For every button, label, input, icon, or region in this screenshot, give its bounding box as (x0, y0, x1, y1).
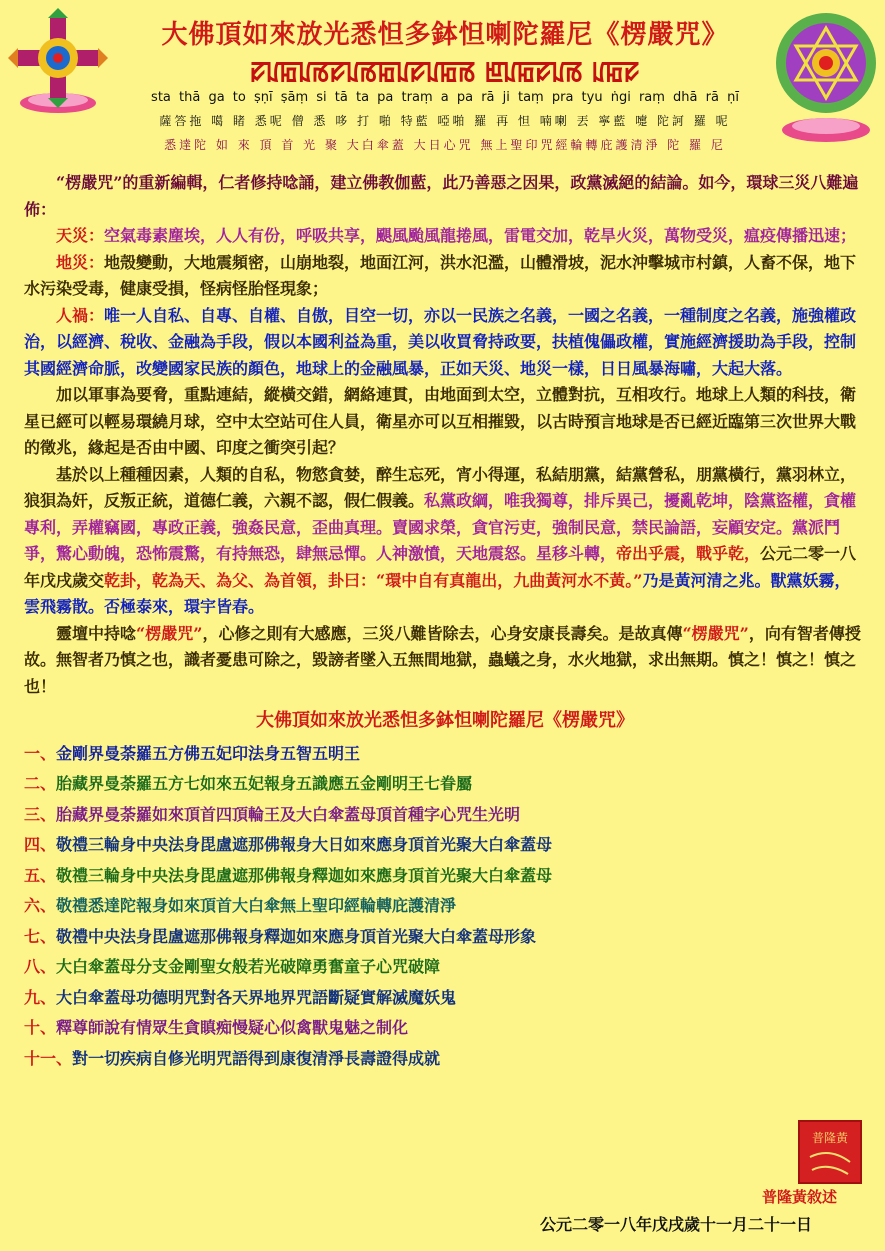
factors-text-d: 公元二零一八年戊戌歲交 (24, 544, 857, 590)
renhuo-label: 人禍： (56, 305, 105, 325)
transliteration-line: sta thā ga to ṣṇī ṣāṃ si tā ta pa traṃ a pa rā ji taṃ pra tyu ṅgi raṃ dhā rā ṇī (151, 90, 739, 105)
siddham-script-line: ꡛꡊꡂꡊꡏꡛꡊꡏꡂꡊꡛꡊꡂꡏ ꡁꡊꡂꡛꡊꡏ ꡊꡂꡛ (250, 57, 640, 87)
meaning-hanzi-line: 悉達陀 如 來 頂 首 光 聚 大白傘蓋 大日心咒 無上聖印咒經輪轉庇護清淨 陀 羅 尼 (164, 138, 726, 152)
renhuo-paragraph (24, 303, 866, 383)
chant-text-b: “楞嚴咒” (136, 623, 203, 643)
list-item: 七、敬禮中央法身毘盧遮那佛報身釋迦如來應身頂首光聚大白傘蓋母形象 (24, 926, 537, 946)
mandala-icon (772, 8, 880, 148)
chant-paragraph (24, 621, 866, 701)
tianzai-text: 空氣毒素塵埃，人人有份，呼吸共享，颶風颱風龍捲風，雷電交加，乾旱火災，萬物受災，瘟疫傳播迅速； (104, 226, 857, 245)
list-item: 三、胎藏界曼荼羅如來頂首四頂輪王及大白傘蓋母頂首種字心咒生光明 (24, 804, 521, 824)
factors-text-g: 乃是黃河清之兆。獸黨妖霧，雲飛霧散。否極泰來，環宇皆春。 (24, 570, 851, 616)
dizai-label: 地災： (56, 252, 105, 272)
renhuo-text: 唯一人自私、自專、自權、自傲，目空一切，亦以一民族之名義，一國之名義，一種制度之名義，施強權政治，以經濟、稅收、金融為手段，假以本國利益為重，美以收買脅持政要，扶植傀儡政權，實施經濟援助為手段，控制其國經濟命脈，改變國家民族的顏色，地球上的金融風暴，正如天災、地災一樣，日日風暴海嘯，大起大落。 (24, 305, 857, 378)
intro-text: “楞嚴咒”的重新編輯，仁者修持唸誦，建立佛教伽藍，此乃善惡之因果，政黨滅絕的結論。如今，環球三災八難遍佈： (24, 173, 859, 219)
military-paragraph: 加以軍事為要脅，重點連結，縱橫交錯，網絡連貫，由地面到太空，立體對抗，互相攻行。地球上人類的科技，衛星已經可以輕易環繞月球，空中太空站可住人員，衛星亦可以互相摧毀，以古時預言地球是否已經近臨第三次世界大戰的徵兆，緣起是否由中國、印度之衝突引起？ (24, 385, 857, 457)
tianzai-paragraph (24, 223, 866, 250)
red-seal-icon (798, 1120, 862, 1184)
phonetic-hanzi-line: 薩答拖 噶 睹 悉呢 僧 悉 哆 打 啪 特藍 啞啪 羅 再 怛 喃喇 丟 寧藍 嚏 陀訶 羅 呢 (159, 114, 731, 128)
chant-text-d: “楞嚴咒” (682, 623, 749, 643)
page-title: 大佛頂如來放光悉怛多鉢怛喇陀羅尼《楞嚴咒》 (161, 20, 729, 50)
author-signature: 普隆黃敘述 (762, 1188, 838, 1206)
vajra-logo-icon (8, 8, 108, 118)
chant-text-a: 靈壇中持唸 (56, 623, 137, 643)
list-item: 四、敬禮三輪身中央法身毘盧遮那佛報身大日如來應身頂首光聚大白傘蓋母 (24, 835, 553, 854)
svg-text:普隆黃: 普隆黃 (811, 1131, 849, 1145)
list-item: 一、金剛界曼荼羅五方佛五妃印法身五智五明王 (24, 743, 361, 763)
factors-text-b: 私黨政綱，唯我獨尊，排斥異己，擾亂乾坤，陰黨盜權，貪權專利，弄權竊國，專政正義，強姦民意，歪曲真理。賣國求榮，貪官污吏，強制民意，禁民論語，妄顧安定。黨派鬥爭，驚心動魄，恐怖震驚，有持無恐，肆無忌憚。人神激憤，天地震怒。星移斗轉， (24, 491, 857, 563)
dizai-paragraph (24, 250, 866, 303)
list-item: 十、釋尊師說有情眾生貪瞋痴慢疑心似禽獸鬼魅之制化 (24, 1018, 409, 1037)
list-item: 二、胎藏界曼荼羅五方七如來五妃報身五識應五金剛明王七眷屬 (24, 774, 473, 793)
prophecy-quote: “環中自有真龍出，九曲黃河水不黃。” (376, 570, 643, 590)
factors-text-e: 乾卦，乾為天、為父、為首領，卦曰： (104, 570, 377, 590)
tianzai-label: 天災： (56, 226, 105, 245)
chant-text-c: ，心修之則有大感應，三災八難皆除去，心身安康長壽矣。是故真傳 (202, 623, 683, 643)
intro-paragraph (24, 170, 866, 223)
list-item: 五、敬禮三輪身中央法身毘盧遮那佛報身釋迦如來應身頂首光聚大白傘蓋母 (24, 865, 553, 885)
dizai-text: 地殼變動，大地震頻密，山崩地裂，地面江河，洪水氾濫，山體滑坡，泥水沖擊城市村鎮，人畜不保，地下水污染受毒，健康受損，怪病怪胎怪現象； (24, 252, 857, 298)
factors-text-a: 基於以上種種因素，人類的自私，物慾貪婪，醉生忘死，宵小得運，私結朋黨，結黨營私，朋黨橫行，黨羽林立，狼狽為奸，反叛正統，道德仁義，六親不認，假仁假義。 (24, 464, 857, 510)
list-item: 六、敬禮悉達陀報身如來頂首大白傘無上聖印經輪轉庇護清淨 (24, 896, 457, 915)
section-title: 大佛頂如來放光悉怛多鉢怛喇陀羅尼《楞嚴咒》 (256, 710, 634, 731)
main-text (24, 170, 866, 1074)
list-item: 九、大白傘蓋母功德明咒對各天界地界咒語斷疑實解滅魔妖鬼 (24, 987, 457, 1007)
date-line: 公元二零一八年戊戌歲十一月二十一日 (540, 1215, 813, 1234)
list-item: 十一、對一切疾病自修光明咒語得到康復清淨長壽證得成就 (24, 1048, 441, 1068)
factors-text-c: 帝出乎震，戰乎乾， (616, 544, 761, 563)
chant-text-e: ，向有智者傳授故。無智者乃慎之也，識者憂患可除之，毀謗者墜入五無間地獄，蟲蟻之身，水火地獄，求出無期。慎之！慎之！慎之也！ (24, 623, 861, 696)
mantra-section-list (24, 739, 866, 1075)
factors-paragraph (24, 462, 866, 621)
list-item: 八、大白傘蓋母分支金剛聖女般若光破障勇奮童子心咒破障 (24, 957, 441, 976)
header (0, 0, 885, 165)
